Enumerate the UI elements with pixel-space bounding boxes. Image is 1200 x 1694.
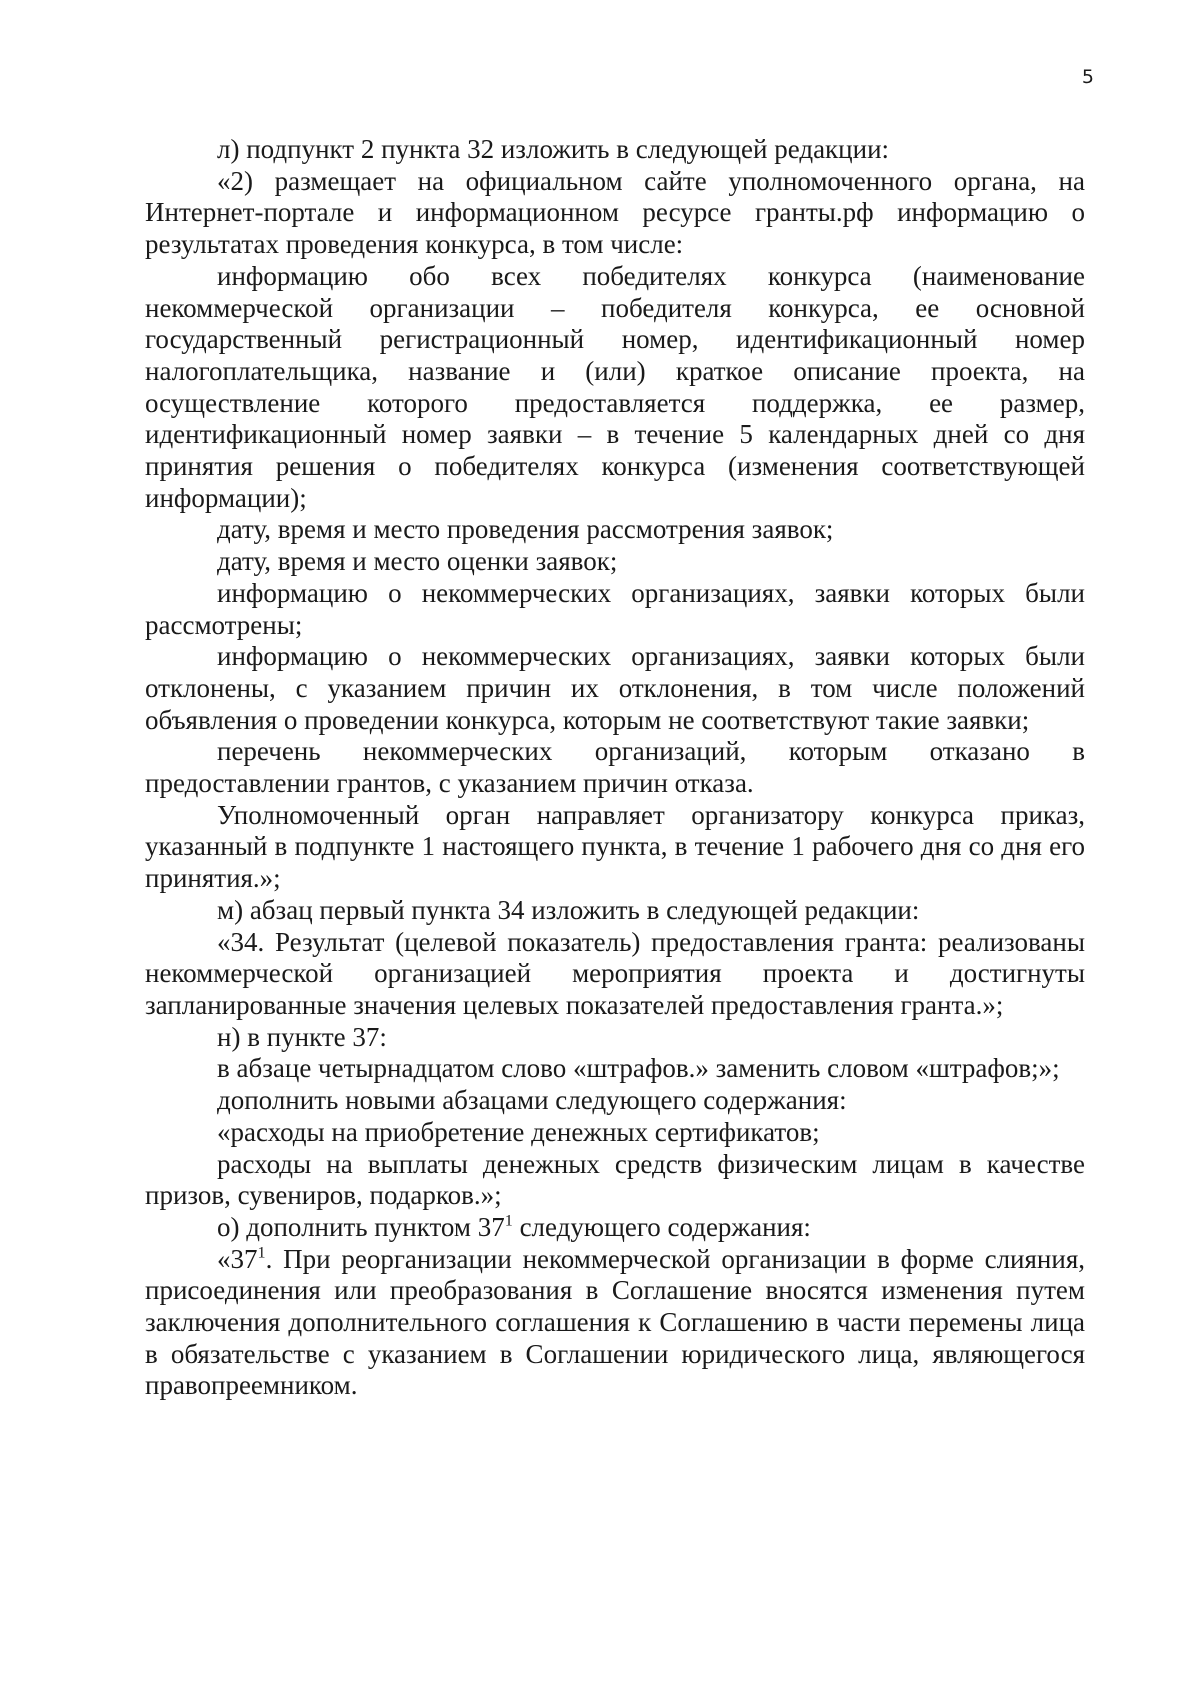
- paragraph-winners-info: информацию обо всех победителях конкурса (наименование некоммерческой организации – победителя конкурса, ее основной государственный регистрационный номер, идентификационный номер налогоплательщика, название и (или) краткое описание проекта, на осуществление которого предоставляется поддержка, ее размер, идентификационный номер заявки – в течение 5 календарных дней со дня принятия решения о победителях конкурса (изменения соответствующей информации);: [145, 260, 1085, 513]
- paragraph-fines-replace: в абзаце четырнадцатом слово «штрафов.» заменить словом «штрафов;»;: [217, 1053, 1060, 1084]
- paragraph-evaluation-date: дату, время и место оценки заявок;: [217, 546, 618, 577]
- page-number: 5: [1081, 66, 1094, 88]
- paragraph-review-date: дату, время и место проведения рассмотрения заявок;: [217, 514, 834, 545]
- paragraph-item-37-1: [145, 1244, 1085, 1403]
- paragraph-subpoint-o: [145, 1212, 1085, 1244]
- paragraph-subpoint-m: м) абзац первый пункта 34 изложить в следующей редакции:: [217, 894, 920, 925]
- paragraph-subpoint-o-text: о) дополнить пунктом 37: [217, 1211, 505, 1242]
- superscript-marker: 1: [504, 1211, 513, 1230]
- paragraph-subpoint-o-tail: следующего содержания:: [512, 1211, 811, 1242]
- paragraph-reviewed-orgs: информацию о некоммерческих организациях, заявки которых были рассмотрены;: [145, 577, 1085, 640]
- paragraph-item-37-1-text: «37: [217, 1243, 258, 1274]
- paragraph-rejected-orgs: информацию о некоммерческих организациях, заявки которых были отклонены, с указанием причин их отклонения, в том числе положений объявления о проведении конкурса, которым не соответствуют такие заявки;: [145, 641, 1085, 735]
- paragraph-item-34: «34. Результат (целевой показатель) предоставления гранта: реализованы некоммерческой организацией мероприятия проекта и достигнуты запланированные значения целевых показателей предоставления гранта.»;: [145, 926, 1085, 1020]
- paragraph-item-37-1-tail: . При реорганизации некоммерческой организации в форме слияния, присоединения или преобразования в Соглашение вносятся изменения путем заключения дополнительного соглашения к Соглашению в части перемены лица в обязательстве с указанием в Соглашении юридического лица, являющегося правопреемником.: [145, 1243, 1085, 1401]
- paragraph-refused-orgs: перечень некоммерческих организаций, которым отказано в предоставлении грантов, с указанием причин отказа.: [145, 736, 1085, 799]
- paragraph-certificates: «расходы на приобретение денежных сертификатов;: [217, 1116, 820, 1147]
- paragraph-subpoint-l: л) подпункт 2 пункта 32 изложить в следующей редакции:: [217, 134, 890, 164]
- paragraph-order-forwarding: Уполномоченный орган направляет организатору конкурса приказ, указанный в подпункте 1 настоящего пункта, в течение 1 рабочего дня со дня его принятия.»;: [145, 799, 1085, 894]
- paragraph-subpoint-n: н) в пункте 37:: [217, 1021, 387, 1052]
- superscript-marker: 1: [257, 1243, 266, 1262]
- paragraph-prizes: расходы на выплаты денежных средств физическим лицам в качестве призов, сувениров, подарков.»;: [145, 1148, 1085, 1211]
- paragraph-add-abzats: дополнить новыми абзацами следующего содержания:: [217, 1085, 847, 1116]
- paragraph-item-2: «2) размещает на официальном сайте уполномоченного органа, на Интернет-портале и информационном ресурсе гранты.рф информацию о результатах проведения конкурса, в том числе:: [145, 165, 1085, 260]
- document-body: [145, 134, 1085, 1402]
